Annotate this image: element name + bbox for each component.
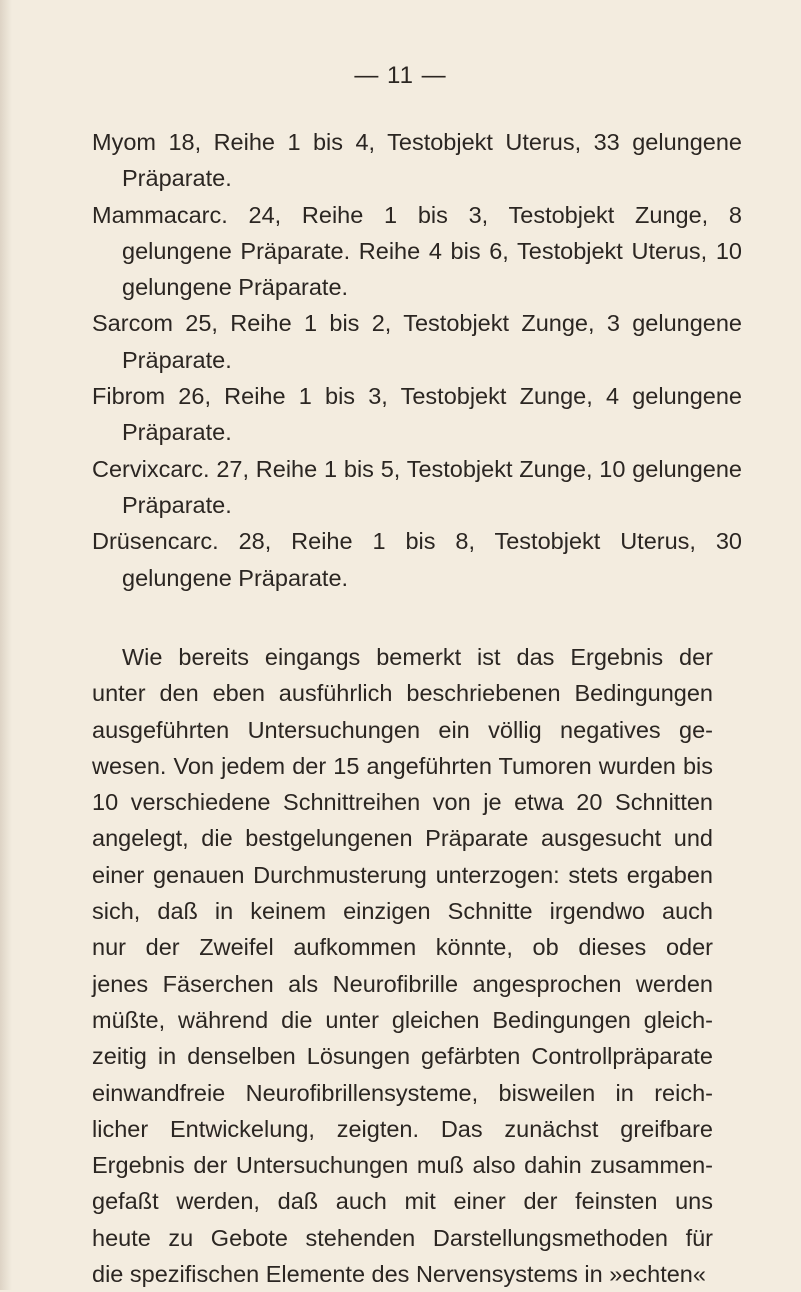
specimen-entry-druesencarc: Drüsencarc. 28, Reihe 1 bis 8, Testobjekt Uterus, 30 gelungene Präparate. — [92, 528, 742, 591]
paragraph-line: gefaßt werden, daß auch mit einer der feinsten uns — [92, 1188, 713, 1215]
paragraph-line: heute zu Gebote stehenden Darstellungsmethoden für — [92, 1224, 713, 1251]
paragraph-line: sich, daß in keinem einzigen Schnitte irgendwo auch — [92, 898, 713, 925]
paragraph-line: 10 verschiedene Schnittreihen von je etwa 20 Schnitten — [92, 789, 713, 816]
page-number: — 11 — — [354, 62, 447, 89]
page-edge-shadow — [0, 0, 12, 1290]
specimen-entry-fibrom: Fibrom 26, Reihe 1 bis 3, Testobjekt Zunge, 4 gelungene Präparate. — [92, 383, 742, 446]
paragraph-line: angelegt, die bestgelungenen Präparate ausgesucht und — [92, 825, 713, 852]
body-paragraph — [92, 639, 713, 1292]
paragraph-line: licher Entwickelung, zeigten. Das zunächst greifbare — [92, 1115, 713, 1142]
paragraph-line: einer genauen Durchmusterung unterzogen: stets ergaben — [92, 861, 713, 888]
paragraph-line: einwandfreie Neurofibrillensysteme, bisweilen in reich- — [92, 1079, 713, 1106]
paragraph-line: die spezifischen Elemente des Nervensystems in »echten« — [92, 1261, 706, 1288]
specimen-list — [92, 124, 742, 596]
paragraph-line: nur der Zweifel aufkommen könnte, ob dieses oder — [92, 934, 713, 961]
paragraph-line: Ergebnis der Untersuchungen muß also dahin zusammen- — [92, 1152, 713, 1179]
specimen-entry-sarcom: Sarcom 25, Reihe 1 bis 2, Testobjekt Zunge, 3 gelungene Präparate. — [92, 310, 742, 373]
paragraph-line: jenes Fäserchen als Neurofibrille angesprochen werden — [92, 970, 713, 997]
paragraph-line: müßte, während die unter gleichen Bedingungen gleich- — [92, 1006, 713, 1033]
paragraph-line: zeitig in denselben Lösungen gefärbten Controllpräparate — [92, 1043, 713, 1070]
specimen-entry-mammacarc: Mammacarc. 24, Reihe 1 bis 3, Testobjekt Zunge, 8 gelungene Präparate. Reihe 4 bis 6, Testobjekt Uterus, 10 gelungene Präparate. — [92, 201, 742, 301]
paragraph-line: wesen. Von jedem der 15 angeführten Tumoren wurden bis — [92, 752, 713, 779]
paragraph-line: unter den eben ausführlich beschriebenen Bedingungen — [92, 680, 713, 707]
paragraph-line: Wie bereits eingangs bemerkt ist das Ergebnis der — [122, 644, 713, 670]
specimen-entry-cervixcarc: Cervixcarc. 27, Reihe 1 bis 5, Testobjekt Zunge, 10 gelungene Präparate. — [92, 455, 742, 518]
paragraph-line: ausgeführten Untersuchungen ein völlig negatives ge- — [92, 716, 713, 743]
specimen-entry-myom: Myom 18, Reihe 1 bis 4, Testobjekt Uterus, 33 gelungene Präparate. — [92, 129, 742, 192]
